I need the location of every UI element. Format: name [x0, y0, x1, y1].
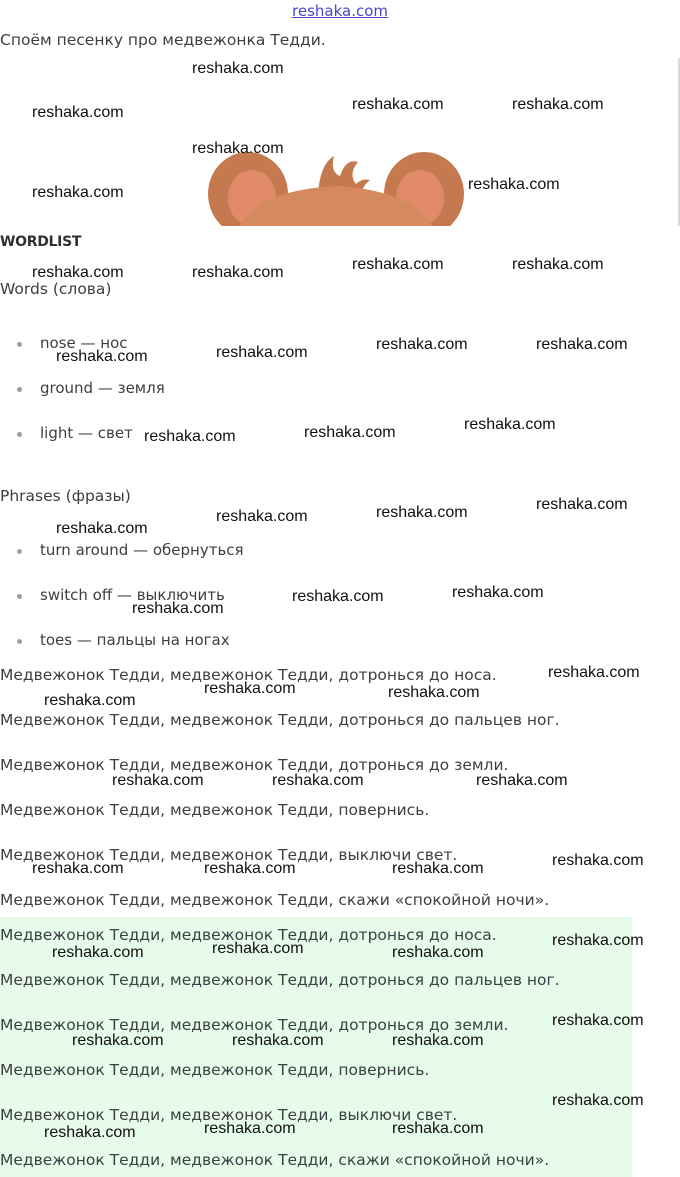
phrase-item: toes — пальцы на ногах — [40, 631, 230, 649]
watermark: reshaka.com — [112, 772, 204, 789]
watermark: reshaka.com — [392, 1120, 484, 1137]
wordlist-heading: WORDLIST — [0, 234, 82, 250]
song-line: Медвежонок Тедди, медвежонок Тедди, повернись. — [0, 801, 430, 819]
watermark: reshaka.com — [32, 264, 124, 281]
highlighted-song-line: Медвежонок Тедди, медвежонок Тедди, дотронься до земли. — [0, 1016, 509, 1034]
watermark: reshaka.com — [468, 176, 560, 193]
phrase-item: switch off — выключить — [40, 586, 225, 604]
watermark: reshaka.com — [272, 772, 364, 789]
watermark: reshaka.com — [32, 184, 124, 201]
highlighted-song-line: Медвежонок Тедди, медвежонок Тедди, выключи свет. — [0, 1106, 458, 1124]
watermark: reshaka.com — [512, 96, 604, 113]
word-item: nose — нос — [40, 334, 128, 352]
watermark: reshaka.com — [352, 256, 444, 273]
watermark: reshaka.com — [552, 932, 644, 949]
phrase-item: turn around — обернуться — [40, 541, 244, 559]
song-line: Медвежонок Тедди, медвежонок Тедди, скажи «спокойной ночи». — [0, 891, 550, 909]
watermark: reshaka.com — [292, 588, 384, 605]
watermark: reshaka.com — [204, 860, 296, 877]
watermark: reshaka.com — [44, 692, 136, 709]
watermark: reshaka.com — [548, 664, 640, 681]
watermark: reshaka.com — [204, 1120, 296, 1137]
watermark: reshaka.com — [392, 1032, 484, 1049]
highlighted-song-line: Медвежонок Тедди, медвежонок Тедди, скажи «спокойной ночи». — [0, 1151, 550, 1169]
bullet — [17, 432, 22, 437]
word-item: light — свет — [40, 424, 133, 442]
word-item: ground — земля — [40, 379, 165, 397]
site-link[interactable]: reshaka.com — [292, 2, 388, 20]
highlighted-song-line: Медвежонок Тедди, медвежонок Тедди, повернись. — [0, 1061, 430, 1079]
bullet — [17, 342, 22, 347]
watermark: reshaka.com — [44, 1124, 136, 1141]
watermark: reshaka.com — [552, 1092, 644, 1109]
watermark: reshaka.com — [552, 852, 644, 869]
watermark: reshaka.com — [216, 508, 308, 525]
watermark: reshaka.com — [392, 860, 484, 877]
watermark: reshaka.com — [204, 680, 296, 697]
words-title: Words (слова) — [0, 280, 112, 298]
watermark: reshaka.com — [388, 684, 480, 701]
watermark: reshaka.com — [352, 96, 444, 113]
watermark: reshaka.com — [392, 944, 484, 961]
highlighted-song-line: Медвежонок Тедди, медвежонок Тедди, дотронься до пальцев ног. — [0, 971, 560, 989]
watermark: reshaka.com — [144, 428, 236, 445]
watermark: reshaka.com — [192, 60, 284, 77]
bullet — [17, 549, 22, 554]
song-line: Медвежонок Тедди, медвежонок Тедди, выключи свет. — [0, 846, 458, 864]
watermark: reshaka.com — [32, 860, 124, 877]
watermark: reshaka.com — [56, 348, 148, 365]
watermark: reshaka.com — [552, 1012, 644, 1029]
teddy-bear-illustration — [200, 150, 470, 226]
watermark: reshaka.com — [212, 940, 304, 957]
watermark: reshaka.com — [32, 104, 124, 121]
song-line: Медвежонок Тедди, медвежонок Тедди, дотронься до пальцев ног. — [0, 711, 560, 729]
watermark: reshaka.com — [536, 336, 628, 353]
bullet — [17, 387, 22, 392]
watermark: reshaka.com — [452, 584, 544, 601]
watermark: reshaka.com — [216, 344, 308, 361]
song-line: Медвежонок Тедди, медвежонок Тедди, дотронься до земли. — [0, 756, 509, 774]
bullet — [17, 639, 22, 644]
phrases-title: Phrases (фразы) — [0, 487, 131, 505]
watermark: reshaka.com — [56, 520, 148, 537]
highlighted-song-line: Медвежонок Тедди, медвежонок Тедди, дотронься до носа. — [0, 926, 497, 944]
watermark: reshaka.com — [232, 1032, 324, 1049]
watermark: reshaka.com — [512, 256, 604, 273]
watermark: reshaka.com — [304, 424, 396, 441]
watermark: reshaka.com — [132, 600, 224, 617]
watermark: reshaka.com — [52, 944, 144, 961]
watermark: reshaka.com — [72, 1032, 164, 1049]
intro-text: Споём песенку про медвежонка Тедди. — [0, 31, 326, 49]
bullet — [17, 594, 22, 599]
watermark: reshaka.com — [476, 772, 568, 789]
watermark: reshaka.com — [192, 140, 284, 157]
watermark: reshaka.com — [376, 336, 468, 353]
watermark: reshaka.com — [464, 416, 556, 433]
watermark: reshaka.com — [376, 504, 468, 521]
watermark: reshaka.com — [536, 496, 628, 513]
song-line: Медвежонок Тедди, медвежонок Тедди, дотронься до носа. — [0, 666, 497, 684]
watermark: reshaka.com — [192, 264, 284, 281]
